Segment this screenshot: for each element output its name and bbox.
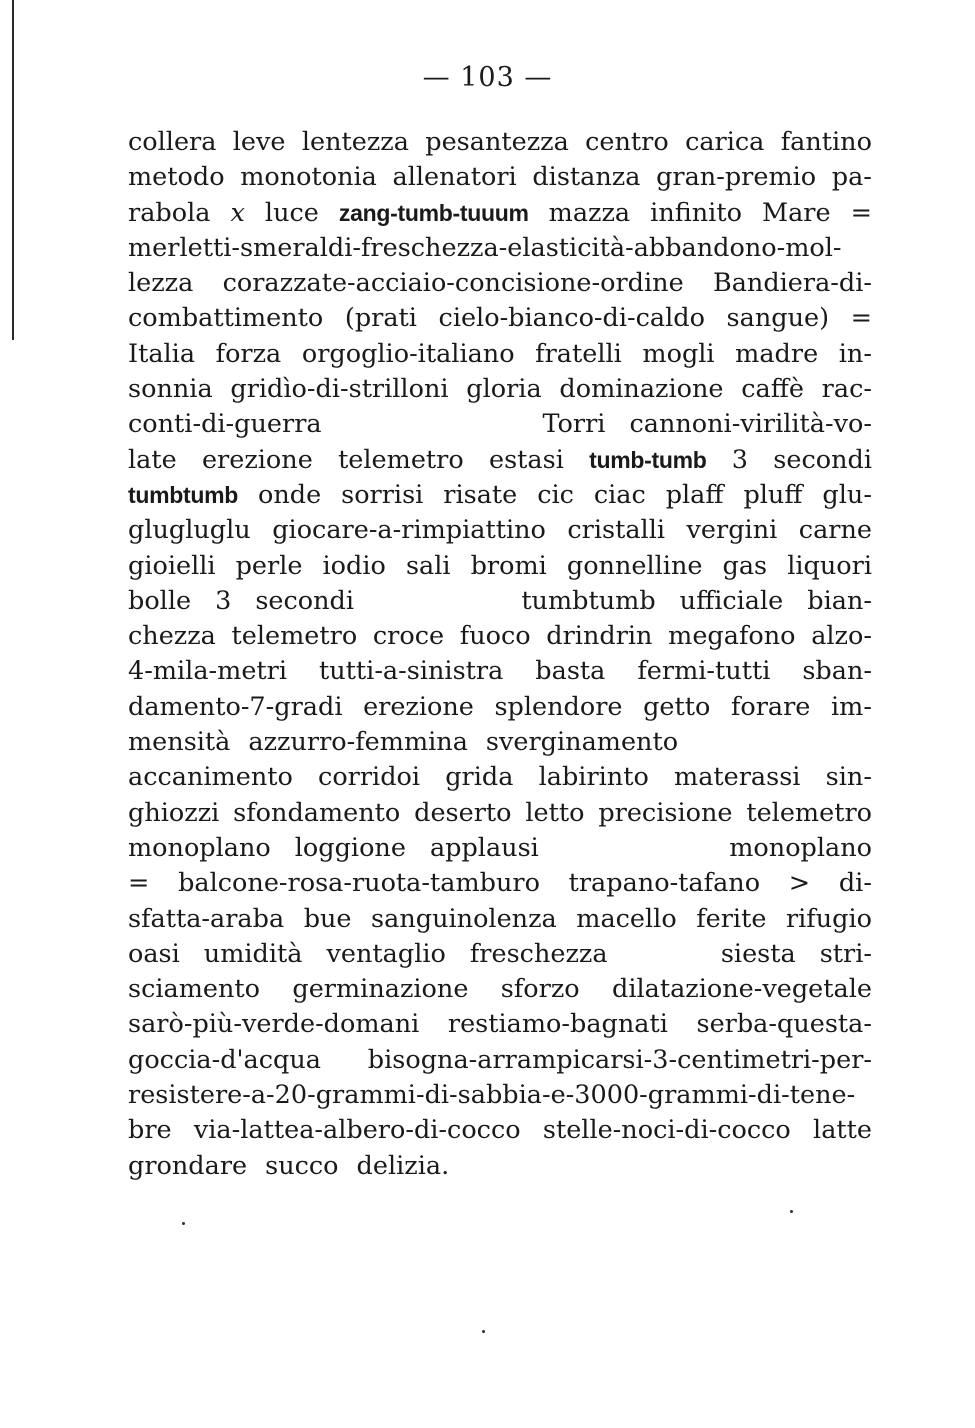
word: = xyxy=(850,303,872,334)
text-line xyxy=(128,478,872,513)
text-line xyxy=(128,196,872,231)
text-line xyxy=(128,301,872,336)
word: gonnelline xyxy=(566,550,703,581)
word: ventaglio xyxy=(326,938,446,969)
word: bromi xyxy=(470,550,547,581)
text-line xyxy=(128,372,872,407)
word: ciac xyxy=(593,479,646,510)
word: > xyxy=(788,868,811,899)
word: via-lattea-albero-di-cocco xyxy=(193,1115,521,1146)
word: 3 xyxy=(731,444,749,475)
word: Bandiera-di- xyxy=(712,268,872,299)
word: plaff xyxy=(665,479,724,510)
word: fratelli xyxy=(535,338,622,369)
word: risate xyxy=(443,479,518,510)
text-line xyxy=(128,1043,872,1078)
text-line xyxy=(128,443,872,478)
word: grondare xyxy=(128,1150,248,1181)
word: glugluglu xyxy=(128,515,251,546)
word: in- xyxy=(838,338,872,369)
word: balcone-rosa-ruota-tamburo xyxy=(178,868,540,899)
word: forza xyxy=(215,338,282,369)
word: pa- xyxy=(831,162,872,193)
text-line xyxy=(128,231,872,266)
word: carne xyxy=(798,515,872,546)
word: 4-mila-metri xyxy=(128,656,288,687)
word: damento-7-gradi xyxy=(128,691,343,722)
word: precisione xyxy=(598,797,733,828)
poem-text xyxy=(128,125,872,1184)
word: germinazione xyxy=(292,974,469,1005)
word: Mare xyxy=(761,197,831,228)
word: bian- xyxy=(807,585,872,616)
word: telemetro xyxy=(746,797,872,828)
word: sarò-più-verde-domani xyxy=(128,1009,420,1040)
word: = xyxy=(128,868,150,899)
text-line xyxy=(128,866,872,901)
text-line xyxy=(128,725,872,760)
word: infinito xyxy=(650,197,742,228)
text-line xyxy=(128,1149,872,1184)
word: loggione xyxy=(294,832,406,863)
word: estasi xyxy=(488,444,564,475)
text-line xyxy=(128,125,872,160)
word: glu- xyxy=(822,479,872,510)
word: x xyxy=(230,197,245,228)
word: cristalli xyxy=(567,515,666,546)
print-speck xyxy=(790,1210,793,1213)
word: restiamo-bagnati xyxy=(447,1009,668,1040)
print-speck xyxy=(182,1222,185,1225)
word: freschezza xyxy=(469,938,608,969)
word: gioielli xyxy=(128,550,216,581)
word: cielo-bianco-di-caldo xyxy=(438,303,705,334)
word: combattimento xyxy=(128,303,324,334)
word: gas xyxy=(722,550,768,581)
text-line xyxy=(128,831,872,866)
word: chezza xyxy=(128,621,216,652)
word: trapano-tafano xyxy=(568,868,761,899)
word: im- xyxy=(830,691,872,722)
word: tumb-tumb xyxy=(589,446,707,473)
word: merletti-smeraldi-freschezza-elasticità-abbandono-mol- xyxy=(128,232,842,263)
word: dilatazione-vegetale xyxy=(612,974,872,1005)
text-line xyxy=(128,1007,872,1042)
word: vergini xyxy=(686,515,778,546)
word: sali xyxy=(405,550,451,581)
word: sanguinolenza xyxy=(371,903,557,934)
word: mensità xyxy=(128,727,231,758)
word: giocare-a-rimpiattino xyxy=(272,515,546,546)
word: gridìo-di-strilloni xyxy=(230,374,449,405)
word: carica xyxy=(685,127,765,157)
word: tutti-a-sinistra xyxy=(319,656,504,687)
word: rifugio xyxy=(785,903,872,934)
word: croce xyxy=(372,621,445,652)
word: splendore xyxy=(494,691,623,722)
word: fuoco xyxy=(459,621,531,652)
text-line xyxy=(128,266,872,301)
word: secondi xyxy=(773,444,872,475)
print-speck xyxy=(482,1330,485,1333)
word: applausi xyxy=(429,832,539,863)
word: Torri xyxy=(542,409,606,440)
text-line xyxy=(128,1078,872,1113)
word: iodio xyxy=(322,550,386,581)
word: centro xyxy=(585,127,669,157)
word: secondi xyxy=(255,585,355,616)
word: gran-premio xyxy=(656,162,817,193)
word: sorrisi xyxy=(341,479,424,510)
word: allenatori xyxy=(392,162,517,193)
text-line xyxy=(128,160,872,195)
text-line xyxy=(128,972,872,1007)
word: drindrin xyxy=(546,621,653,652)
word: mazza xyxy=(548,197,631,228)
word: lentezza xyxy=(301,127,409,157)
text-line xyxy=(128,584,872,619)
page-edge-rule xyxy=(12,0,14,340)
text-line xyxy=(128,619,872,654)
word: sban- xyxy=(802,656,872,687)
word: serba-questa- xyxy=(696,1009,872,1040)
word: corridoi xyxy=(318,762,421,793)
word: = xyxy=(850,197,872,228)
word: fermi-tutti xyxy=(637,656,771,687)
word: collera xyxy=(128,127,217,157)
word: madre xyxy=(735,338,819,369)
word: fantino xyxy=(780,127,872,157)
word: sin- xyxy=(825,762,872,793)
word: sfondamento xyxy=(233,797,401,828)
word: cannoni-virilità-vo- xyxy=(629,409,872,440)
text-line xyxy=(128,654,872,689)
word: erezione xyxy=(201,444,313,475)
word: sangue) xyxy=(726,303,830,334)
word: megafono xyxy=(668,621,796,652)
text-line xyxy=(128,937,872,972)
text-line xyxy=(128,513,872,548)
word: umidità xyxy=(203,938,303,969)
word: delizia. xyxy=(356,1150,450,1181)
word: monoplano xyxy=(729,832,872,863)
text-line xyxy=(128,337,872,372)
word: perle xyxy=(235,550,303,581)
word: stelle-noci-di-cocco xyxy=(542,1115,791,1146)
word: ufficiale xyxy=(679,585,784,616)
word: pluff xyxy=(743,479,803,510)
word: conti-di-guerra xyxy=(128,409,322,440)
word: sfatta-araba xyxy=(128,903,285,934)
word: liquori xyxy=(787,550,872,581)
word: bre xyxy=(128,1115,172,1146)
word: goccia-d'acqua xyxy=(128,1044,321,1075)
text-line xyxy=(128,760,872,795)
word: basta xyxy=(535,656,606,687)
word: telemetro xyxy=(338,444,464,475)
word: sonnia xyxy=(128,374,213,405)
word: Italia xyxy=(128,338,196,369)
text-line xyxy=(128,690,872,725)
page-number: — 103 — xyxy=(422,62,553,93)
word: (prati xyxy=(344,303,417,334)
word: latte xyxy=(813,1115,872,1146)
word: materassi xyxy=(674,762,801,793)
word: telemetro xyxy=(231,621,358,652)
word: accanimento xyxy=(128,762,293,793)
word: onde xyxy=(257,479,322,510)
word: caffè xyxy=(741,374,804,405)
word: zang-tumb-tuuum xyxy=(338,199,529,226)
word: alzo- xyxy=(811,621,872,652)
word: gloria xyxy=(466,374,542,405)
word: di- xyxy=(838,868,872,899)
word: distanza xyxy=(532,162,641,193)
word: metodo xyxy=(128,162,225,193)
word: siesta xyxy=(720,938,796,969)
word: rabola xyxy=(128,197,211,228)
word: sforzo xyxy=(500,974,580,1005)
text-line xyxy=(128,1113,872,1148)
word: getto xyxy=(643,691,711,722)
word: monotonia xyxy=(240,162,377,193)
text-line xyxy=(128,549,872,584)
word: azzurro-femmina xyxy=(248,727,468,758)
word: succo xyxy=(265,1150,339,1181)
word: cic xyxy=(537,479,574,510)
word: labirinto xyxy=(538,762,649,793)
word: deserto xyxy=(414,797,512,828)
text-line xyxy=(128,407,872,442)
text-line xyxy=(128,796,872,831)
word: erezione xyxy=(363,691,474,722)
word: stri- xyxy=(819,938,872,969)
word: tumbtumb xyxy=(128,481,239,508)
word: 3 xyxy=(215,585,232,616)
word: sciamento xyxy=(128,974,261,1005)
word: mogli xyxy=(642,338,715,369)
word: ferite xyxy=(696,903,767,934)
word: bisogna-arrampicarsi-3-centimetri-per- xyxy=(367,1044,872,1075)
word: forare xyxy=(730,691,811,722)
word: orgoglio-italiano xyxy=(301,338,515,369)
word: sverginamento xyxy=(485,727,679,758)
word: monoplano xyxy=(128,832,271,863)
word: ghiozzi xyxy=(128,797,220,828)
word: pesantezza xyxy=(425,127,569,157)
word: oasi xyxy=(128,938,180,969)
word: luce xyxy=(264,197,319,228)
word: tumbtumb xyxy=(521,585,656,616)
word: dominazione xyxy=(559,374,724,405)
word: rac- xyxy=(821,374,872,405)
word: late xyxy=(128,444,177,475)
word: macello xyxy=(576,903,677,934)
text-line xyxy=(128,902,872,937)
word: bolle xyxy=(128,585,192,616)
word: corazzate-acciaio-concisione-ordine xyxy=(222,268,684,299)
word: letto xyxy=(525,797,585,828)
word: grida xyxy=(445,762,514,793)
word: leve xyxy=(232,127,286,157)
word: lezza xyxy=(128,268,194,299)
word: resistere-a-20-grammi-di-sabbia-e-3000-grammi-di-tene- xyxy=(128,1080,856,1111)
word: bue xyxy=(303,903,352,934)
